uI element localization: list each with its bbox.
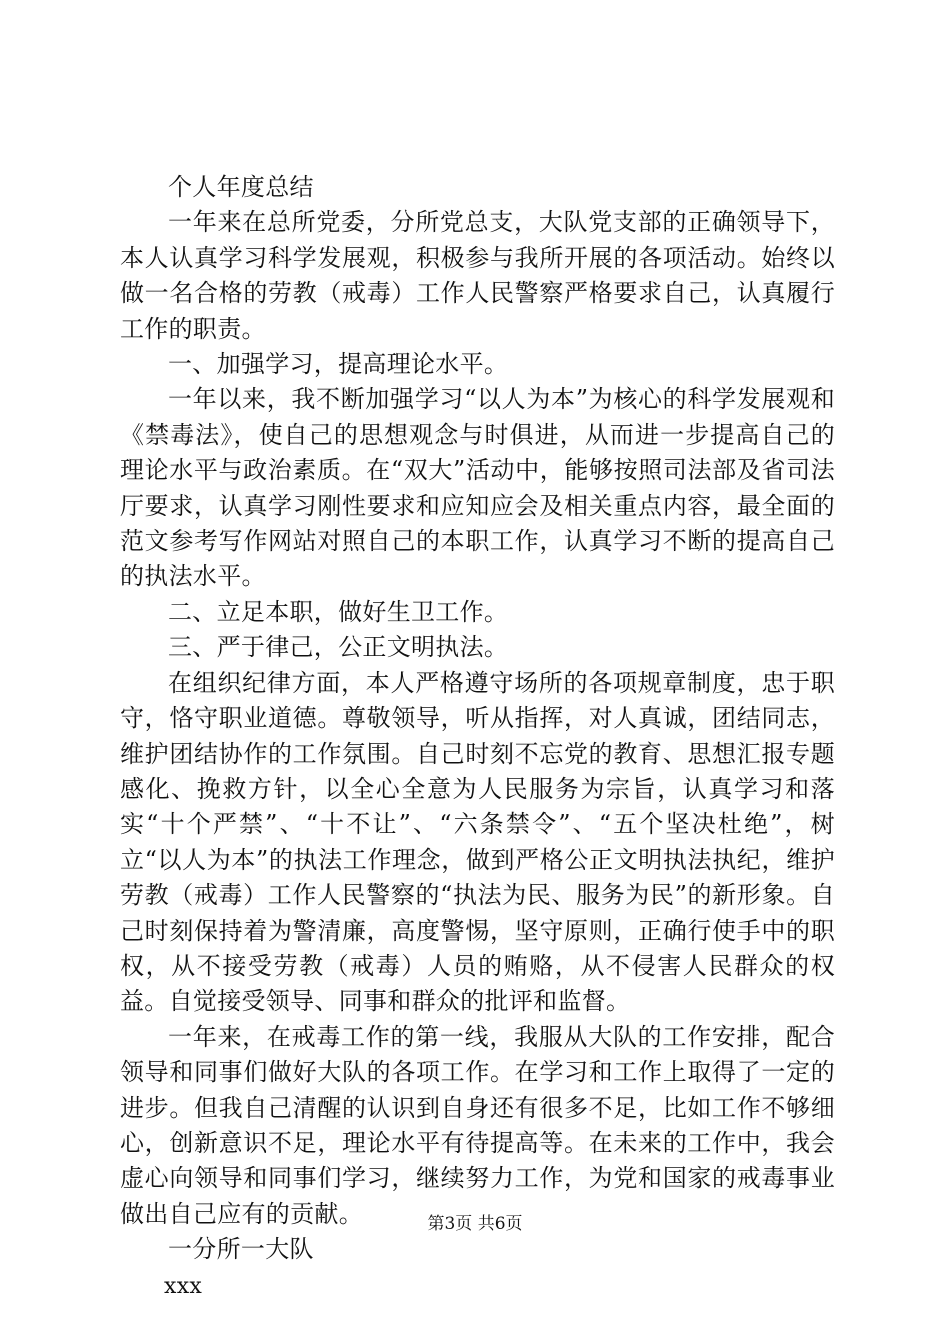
- signature-unit: 一分所一大队: [168, 1235, 314, 1264]
- page-number-footer: 第3页 共6页: [427, 1214, 523, 1234]
- section-heading-3: 三、严于律己，公正文明执法。: [168, 633, 509, 662]
- section-heading-1: 一、加强学习，提高理论水平。: [168, 350, 509, 379]
- paragraph-discipline: 在组织纪律方面，本人严格遵守场所的各项规章制度，忠于职守，恪守职业道德。尊敬领导，听从指挥，对人真诚，团结同志，维护团结协作的工作氛围。自己时刻不忘党的教育、思想汇报专题感化、挽救方针，以全心全意为人民服务为宗旨，认真学习和落实“十个严禁”、“十不让”、“六条禁令”、“五个坚决杜绝”，树立“以人为本”的执法工作理念，做到严格公正文明执法执纪，维护劳教（戒毒）工作人民警察的“执法为民、服务为民”的新形象。自己时刻保持着为警清廉，高度警惕，坚守原则，正确行使手中的职权，从不接受劳教（戒毒）人员的贿赂，从不侵害人民群众的权益。自觉接受领导、同事和群众的批评和监督。: [120, 668, 835, 1016]
- paragraph-study: 一年以来，我不断加强学习“以人为本”为核心的科学发展观和《禁毒法》，使自己的思想观念与时俱进，从而进一步提高自己的理论水平与政治素质。在“双大”活动中，能够按照司法部及省司法厅要求，认真学习刚性要求和应知应会及相关重点内容，最全面的范文参考写作网站对照自己的本职工作，认真学习不断的提高自己的执法水平。: [120, 385, 835, 591]
- paragraph-intro: 一年来在总所党委，分所党总支，大队党支部的正确领导下，本人认真学习科学发展观，积极参与我所开展的各项活动。始终以做一名合格的劳教（戒毒）工作人民警察严格要求自己，认真履行工作的职责。: [120, 208, 835, 343]
- document-title: 个人年度总结: [168, 173, 314, 201]
- section-heading-2: 二、立足本职，做好生卫工作。: [168, 597, 509, 626]
- paragraph-conclusion: 一年来，在戒毒工作的第一线，我服从大队的工作安排，配合领导和同事们做好大队的各项工作。在学习和工作上取得了一定的进步。但我自己清醒的认识到自身还有很多不足，比如工作不够细心，创新意识不足，理论水平有待提高等。在未来的工作中，我会虚心向领导和同事们学习，继续努力工作，为党和国家的戒毒事业做出自己应有的贡献。: [120, 1022, 835, 1228]
- document-body: [120, 170, 835, 1306]
- signature-name: xxx: [164, 1273, 203, 1299]
